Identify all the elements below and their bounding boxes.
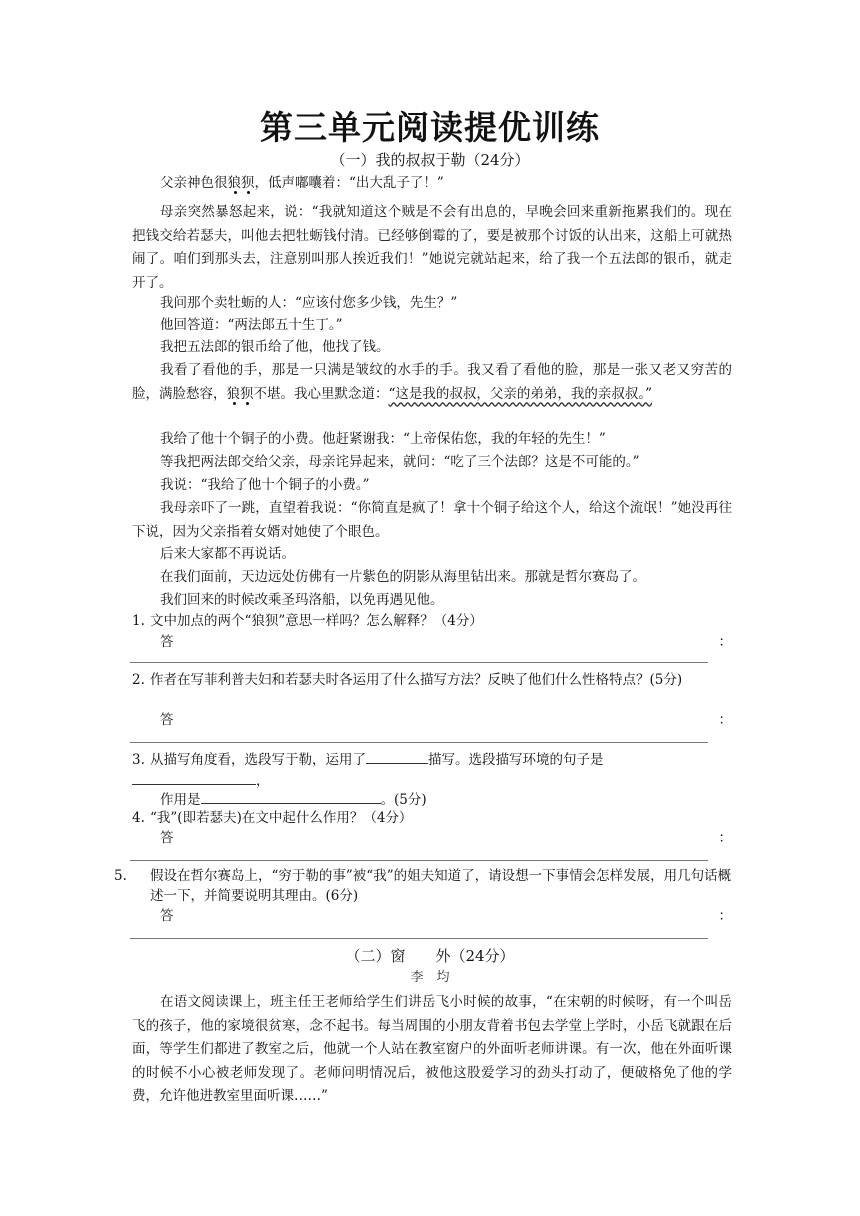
fill-blank[interactable] [132, 770, 256, 785]
answer-line[interactable] [130, 860, 708, 861]
answer-label-5: 答 ： [160, 908, 732, 924]
paragraph: 在我们面前，天边远处仿佛有一片紫色的阴影从海里钻出来。那就是哲尔赛岛了。 [160, 569, 646, 585]
answer-label-4: 答 ： [160, 830, 732, 846]
section-1-heading: （一）我的叔叔于勒（24分） [330, 151, 530, 169]
answer-label-1: 答 ： [160, 634, 732, 650]
answer-line[interactable] [130, 938, 708, 939]
paragraph: 后来大家都不再说话。 [160, 546, 295, 562]
paragraph: 我母亲吓了一跳，直望着我说：“你简直是疯了！拿十个铜子给这个人，给这个流氓！”她没再往下说，因为父亲指着女婿对她使了个眼色。 [132, 500, 732, 540]
dotted-char: 狈 [241, 175, 255, 191]
question-3-continued: 作用是 。(5分) [160, 789, 720, 810]
dotted-char: 狈 [240, 385, 254, 402]
paragraph: 他回答道：“两法郎五十生丁。” [160, 317, 343, 333]
dotted-char: 狼 [226, 385, 240, 402]
question-5: 5. 假设在哲尔赛岛上，“穷于勒的事”被“我”的姐夫知道了，请设想一下事情会怎样发展，用几句话概述一下，并简要说明其理由。(6分) [114, 868, 732, 904]
paragraph: 在语文阅读课上，班主任王老师给学生们讲岳飞小时候的故事，“在宋朝的时候呀，有一个叫岳飞的孩子，他的家境很贫寒，念不起书。每当周围的小朋友背着书包去学堂上学时，小岳飞就跟在后面，等学生们都进了教室之后，他就一个人站在教室窗户的外面听老师讲课。有一次，他在外面听课的时候不小心被老师发现了。老师问明情况后，被他这股爱学习的劲头打动了，便破格免了他的学费，允许他进教室里面听课……” [132, 994, 732, 1105]
section-2-heading: （二）窗 外（24分） [345, 947, 515, 965]
paragraph: 我问那个卖牡蛎的人：“应该付您多少钱，先生？” [160, 295, 458, 311]
paragraph: 我看了看他的手，那是一只满是皱纹的水手的手。我又看了看他的脸，那是一张又老又穷苦的脸，满脸愁容，狼狈不堪。我心里默念道：“这是我的叔叔，父亲的弟弟，我的亲叔叔。” [132, 362, 732, 402]
question-2: 2. 作者在写菲利普夫妇和若瑟夫时各运用了什么描写方法？反映了他们什么性格特点？(5分) [132, 672, 683, 688]
fill-blank[interactable] [201, 789, 381, 804]
dotted-char: 狼 [227, 175, 241, 191]
author-name: 李 均 [410, 970, 450, 985]
paragraph: 我把五法郎的银币给了他，他找了钱。 [160, 339, 390, 355]
fill-blank[interactable] [366, 749, 428, 764]
paragraph: 等我把两法郎交给父亲，母亲诧异起来，就问：“吃了三个法郎？这是不可能的。” [160, 454, 640, 470]
paragraph: 我说：“我给了他十个铜子的小费。” [160, 477, 370, 493]
answer-line[interactable] [130, 662, 708, 663]
question-3: 3. 从描写角度看，选段写于勒，运用了 描写。选段描写环境的句子是 ， [132, 749, 732, 791]
wavy-underlined-quote: “这是我的叔叔，父亲的弟弟，我的亲叔叔。” [388, 385, 653, 402]
answer-label-2: 答 ： [160, 712, 732, 728]
paragraph: 我们回来的时候改乘圣玛洛船，以免再遇见他。 [160, 592, 444, 608]
paragraph: 我给了他十个铜子的小费。他赶紧谢我：“上帝保佑您，我的年轻的先生！” [160, 431, 606, 447]
question-1: 1. 文中加点的两个“狼狈”意思一样吗？怎么解释？（4分） [132, 613, 483, 629]
paragraph: 父亲神色很狼狈，低声嘟囔着：“出大乱子了！” [160, 175, 444, 191]
answer-line[interactable] [130, 742, 708, 743]
paragraph: 母亲突然暴怒起来，说：“我就知道这个贼是不会有出息的，早晚会回来重新拖累我们的。现在把钱交给若瑟夫，叫他去把牡蛎钱付清。已经够倒霉的了，要是被那个讨饭的认出来，这船上可就热闹了。咱们到那头去，注意别叫那人挨近我们！”她说完就站起来，给了我一个五法郎的银币，就走开了。 [132, 204, 732, 291]
question-4: 4. “我”(即若瑟夫)在文中起什么作用？（4分） [132, 810, 413, 826]
page-title: 第三单元阅读提优训练 [260, 108, 600, 147]
